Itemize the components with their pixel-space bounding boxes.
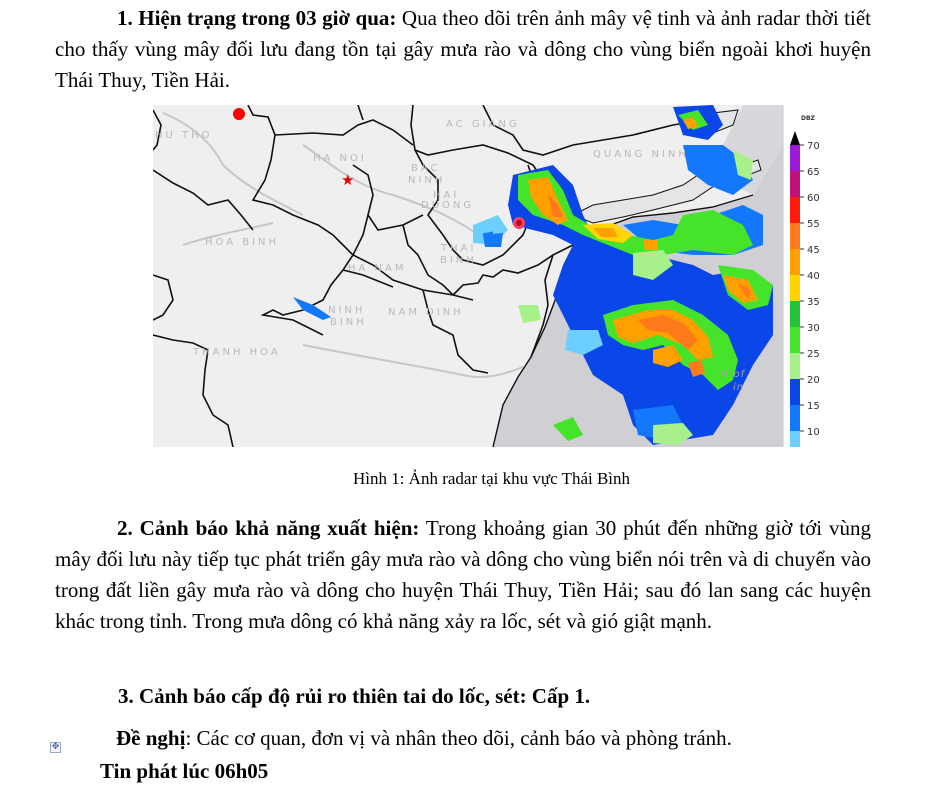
- legend-color-segment: [790, 145, 800, 171]
- map-label-duong: DUONG: [421, 200, 475, 211]
- recommendation-body: : Các cơ quan, đơn vị và nhân theo dõi, cảnh báo và phòng tránh.: [185, 726, 732, 750]
- map-label-hai: HAI: [433, 190, 460, 201]
- legend-tick-label: 70: [807, 141, 820, 152]
- legend-tick-label: 25: [807, 349, 820, 360]
- legend-color-segment: [790, 405, 800, 431]
- legend-tick-label: 55: [807, 219, 820, 230]
- map-label-bac-giang: AC GIANG: [446, 119, 520, 130]
- map-label-ha-noi: HA NOI: [313, 153, 367, 164]
- section-current-status-heading: 1. Hiện trạng trong 03 giờ qua:: [117, 6, 397, 30]
- map-label-binh: BINH: [440, 255, 477, 266]
- section-risk-level-heading: 3. Cảnh báo cấp độ rủi ro thiên tai do lốc, sét: Cấp 1.: [118, 684, 591, 708]
- legend-tick-label: 10: [807, 427, 820, 438]
- map-label-thai: THAI: [441, 243, 477, 254]
- legend-tick-label: 15: [807, 401, 820, 412]
- location-dot: [233, 108, 245, 120]
- legend-tick-label: 65: [807, 167, 820, 178]
- dbz-legend: [783, 105, 832, 447]
- map-label-ha-nam: HA NAM: [348, 263, 407, 274]
- legend-color-segment: [790, 223, 800, 249]
- legend-color-bar: [790, 131, 800, 447]
- legend-tick-label: 45: [807, 245, 820, 256]
- legend-tick-label: 35: [807, 297, 820, 308]
- map-label-phu-tho: HU THO: [155, 130, 213, 141]
- map-label-nam-dinh: NAM DINH: [388, 307, 464, 318]
- section-risk-level: [118, 681, 878, 712]
- legend-color-segment: [790, 379, 800, 405]
- recommendation-heading: Đề nghị: [116, 726, 186, 750]
- map-label-ninh-2: NINH: [328, 305, 366, 316]
- section-current-status-body: Qua theo dõi trên ảnh mây vệ tinh và ảnh radar thời tiết cho thấy vùng mây đối lưu đang tồn tại gây mưa rào và dông cho vùng biển ngoài khơi huyện Thái Thuy, Tiền Hải.: [55, 6, 871, 92]
- legend-tick-label: 20: [807, 375, 820, 386]
- section-current-status: [55, 3, 871, 96]
- section-warning-body: Trong khoảng gian 30 phút đến những giờ tới vùng mây đối lưu này tiếp tục phát triển gây mưa rào và dông cho vùng biển nói trên và di chuyển vào trong đất liền gây mưa rào và dông cho huyện Thái Thuy, Tiền Hải; sau đó lan sang các huyện khác trong tỉnh. Trong mưa dông có khả năng xảy ra lốc, sét và gió giật mạnh.: [55, 516, 871, 633]
- legend-color-segment: [790, 301, 800, 327]
- legend-color-segment: [790, 431, 800, 447]
- legend-tick-label: 60: [807, 193, 820, 204]
- legend-color-segment: [790, 197, 800, 223]
- map-label-bac: BAC: [411, 163, 441, 174]
- map-label-binh-2: BINH: [330, 317, 367, 328]
- legend-color-segment: [790, 275, 800, 301]
- map-label-ninh: NINH: [408, 175, 446, 186]
- legend-tick-label: 40: [807, 271, 820, 282]
- legend-color-segment: [790, 353, 800, 379]
- recommendation: [116, 723, 876, 754]
- map-label-tonkin: in: [733, 382, 745, 393]
- map-label-quang-ninh: QUANG NINH: [593, 149, 689, 160]
- legend-color-segment: [790, 171, 800, 197]
- legend-color-segment: [790, 249, 800, 275]
- ha-noi-star: ★: [341, 171, 355, 189]
- map-label-thanh-hoa: THANH HOA: [193, 347, 281, 358]
- section-warning: [55, 513, 871, 637]
- issued-time: Tin phát lúc 06h05: [100, 759, 269, 783]
- legend-unit: DBZ: [801, 115, 815, 122]
- map-label-hoa-binh: HOA BINH: [205, 237, 280, 248]
- legend-color-segment: [790, 327, 800, 353]
- section-warning-heading: 2. Cảnh báo khả năng xuất hiện:: [117, 516, 420, 540]
- legend-tick-label: 30: [807, 323, 820, 334]
- move-handle-icon[interactable]: ✥: [51, 742, 60, 752]
- figure-caption: Hình 1: Ảnh radar tại khu vực Thái Bình: [352, 469, 631, 488]
- map-label-gulf-of: lf of: [721, 369, 746, 380]
- radar-map-figure: [153, 105, 832, 447]
